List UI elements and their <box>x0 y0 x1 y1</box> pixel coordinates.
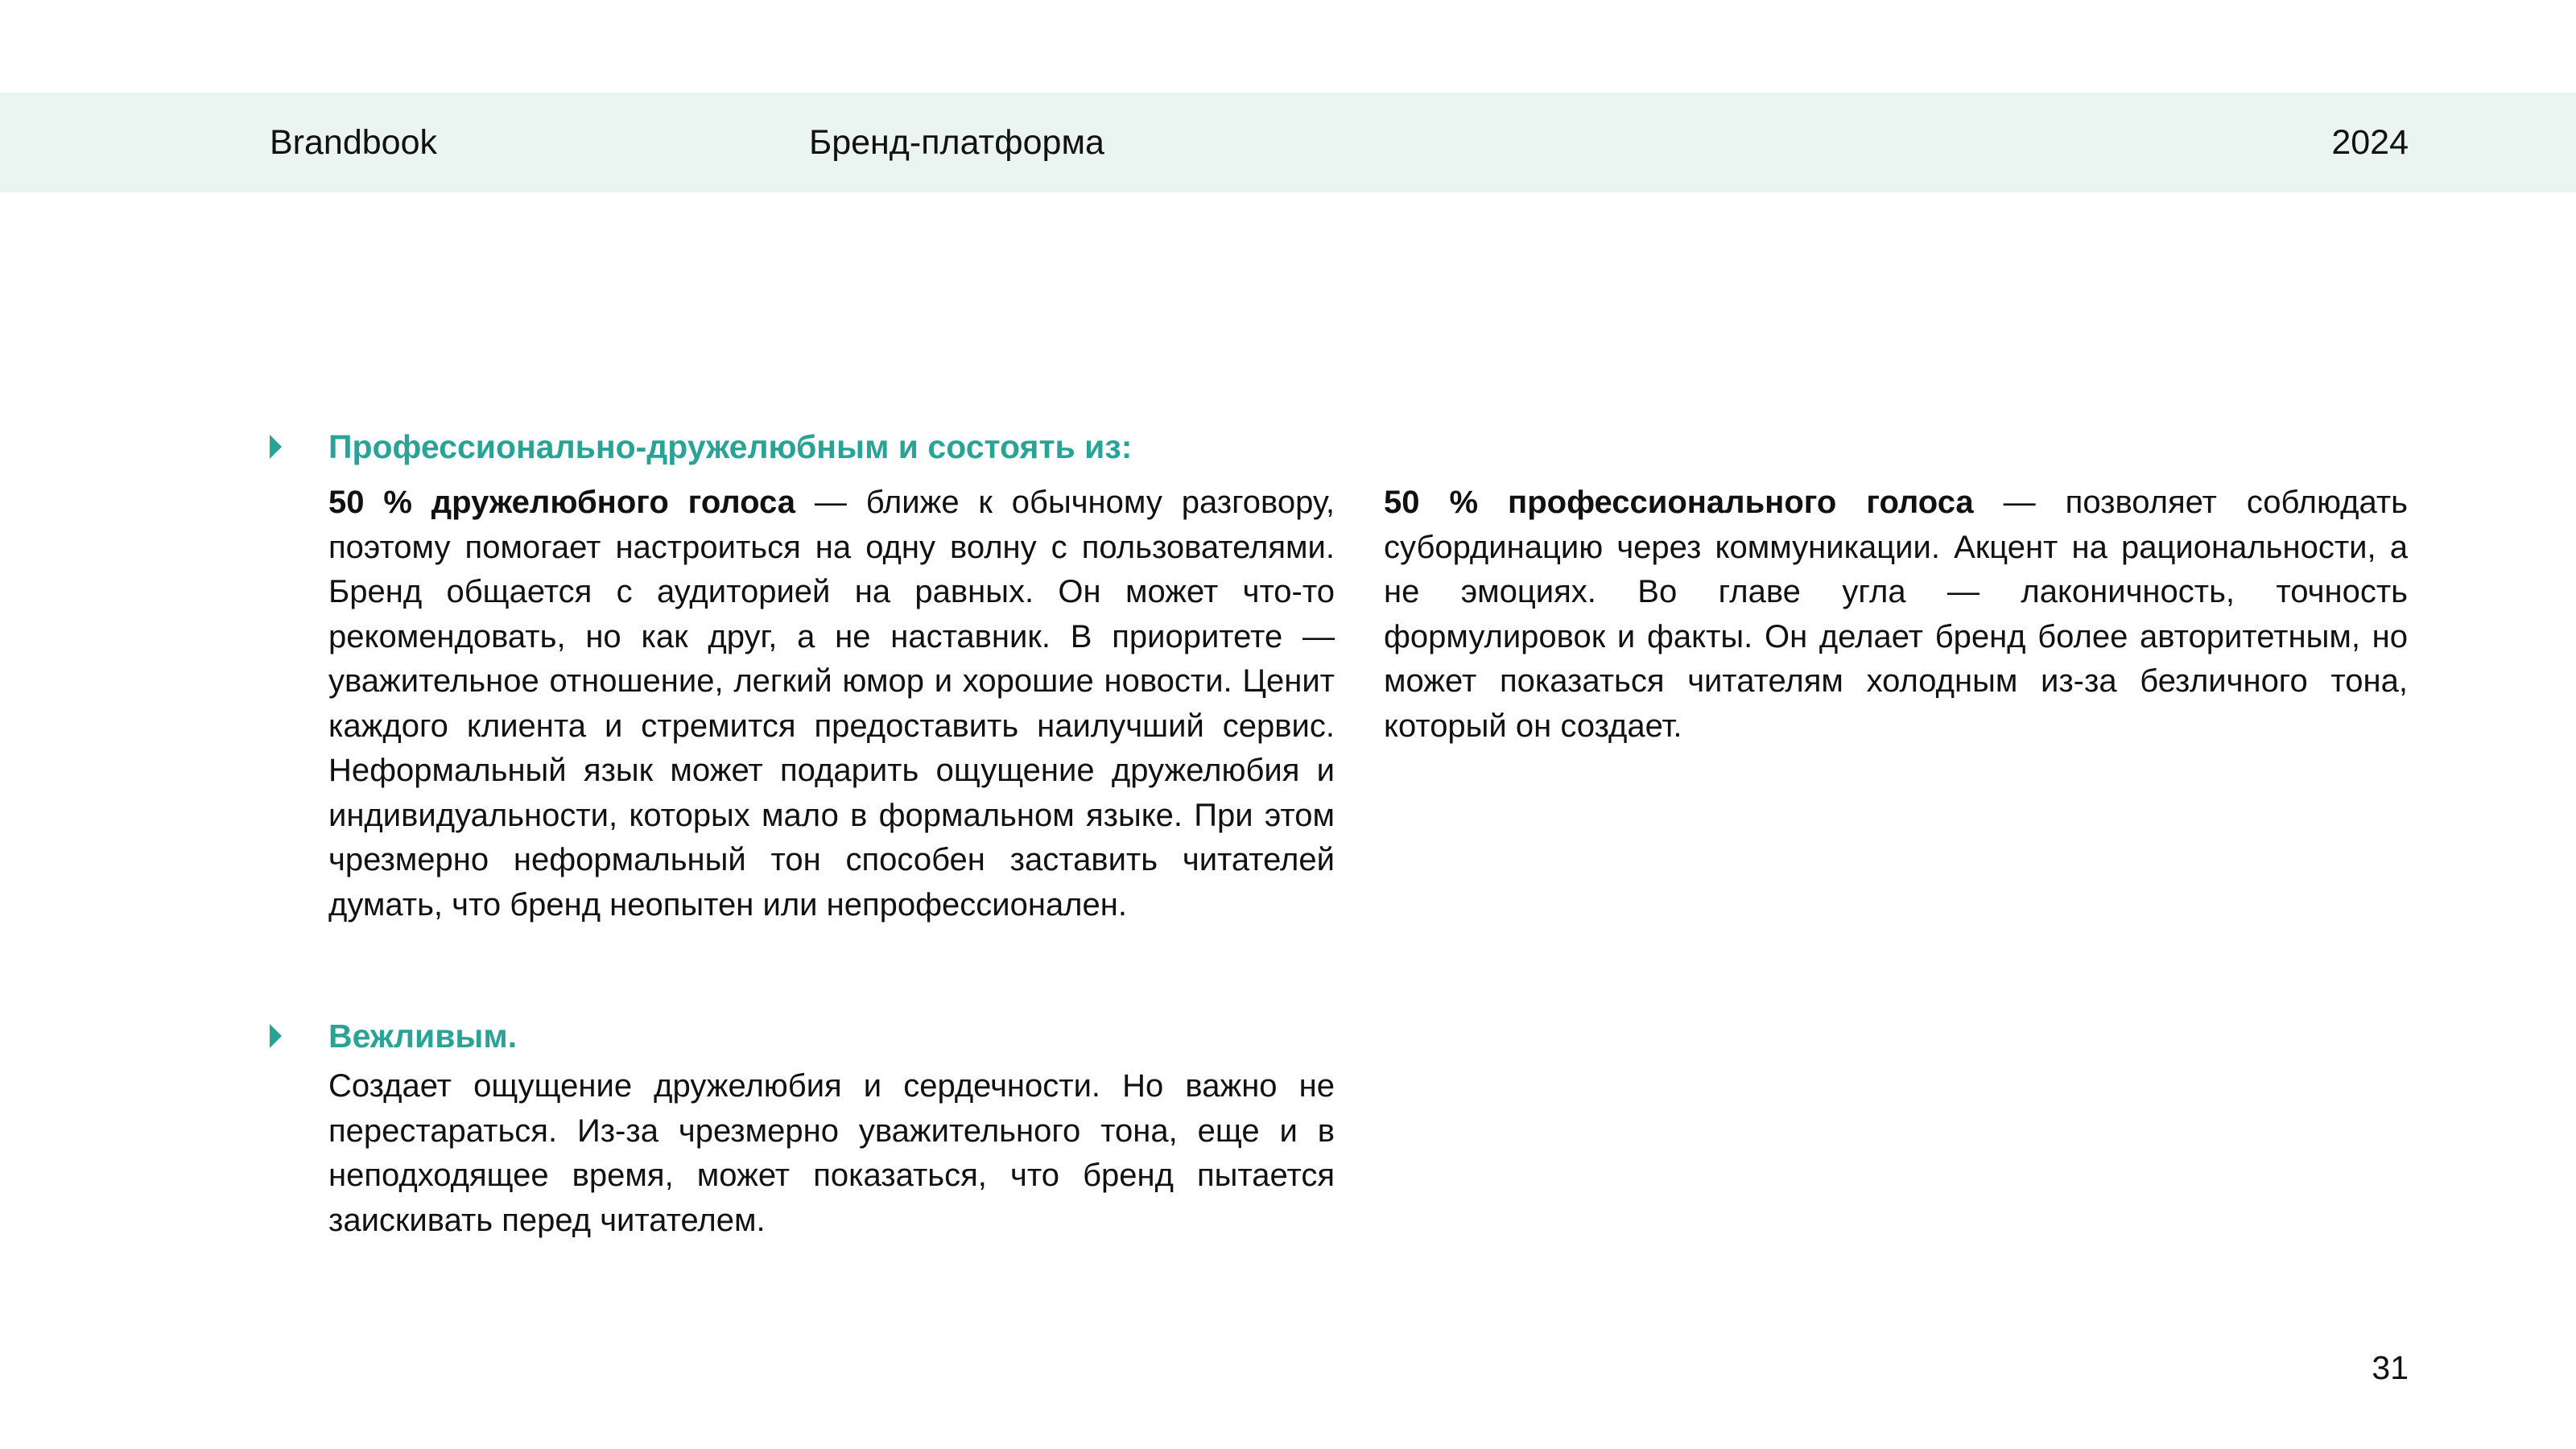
section-heading-professional-friendly <box>270 424 1132 469</box>
header-section-label: Бренд-платформа <box>809 123 1104 162</box>
section-title: Профессионально-дружелюбным и состоять из: <box>328 428 1133 465</box>
section-title: Вежливым. <box>328 1018 518 1055</box>
header-brandbook-label: Brandbook <box>270 123 437 162</box>
friendly-voice-text: — ближе к обычному разговору, поэтому помогает настроиться на одну волну с пользователями. Бренд общается с аудиторией на равных. Он может что-то рекомендовать, но как друг, а не наставник. В приоритете — уважительное отношение, легкий юмор и хорошие новости. Ценит каждого клиента и стремится предоставить наилучший сервис. Неформальный язык может подарить ощущение дружелюбия и индивидуальности, которых мало в формальном языке. При этом чрезмерно неформальный тон способен заставить читателей думать, что бренд неопытен или непрофессионален. <box>328 485 1335 923</box>
professional-voice-paragraph <box>1384 481 2408 749</box>
polite-paragraph: Создает ощущение дружелюбия и сердечности. Но важно не перестараться. Из-за чрезмерно уважительного тона, еще и в неподходящее время, может показаться, что бренд пытается заискивать перед читателем. <box>328 1068 1335 1238</box>
triangle-bullet-icon <box>270 435 282 459</box>
header-year: 2024 <box>2331 123 2409 162</box>
friendly-voice-lead: 50 % дружелюбного голоса <box>328 485 796 520</box>
professional-voice-text: — позволяет соблюдать субординацию через коммуникации. Акцент на рациональности, а не эмоциях. Во главе угла — лаконичность, точность формулировок и факты. Он делает бренд более авторитетным, но может показаться читателям холодным из-за безличного тона, который он создает. <box>1384 485 2408 744</box>
section-heading-polite <box>270 1013 517 1059</box>
page-number: 31 <box>2372 1349 2409 1386</box>
professional-voice-lead: 50 % профессионального голоса <box>1384 485 1974 520</box>
friendly-voice-paragraph <box>328 481 1335 927</box>
triangle-bullet-icon <box>270 1024 282 1048</box>
